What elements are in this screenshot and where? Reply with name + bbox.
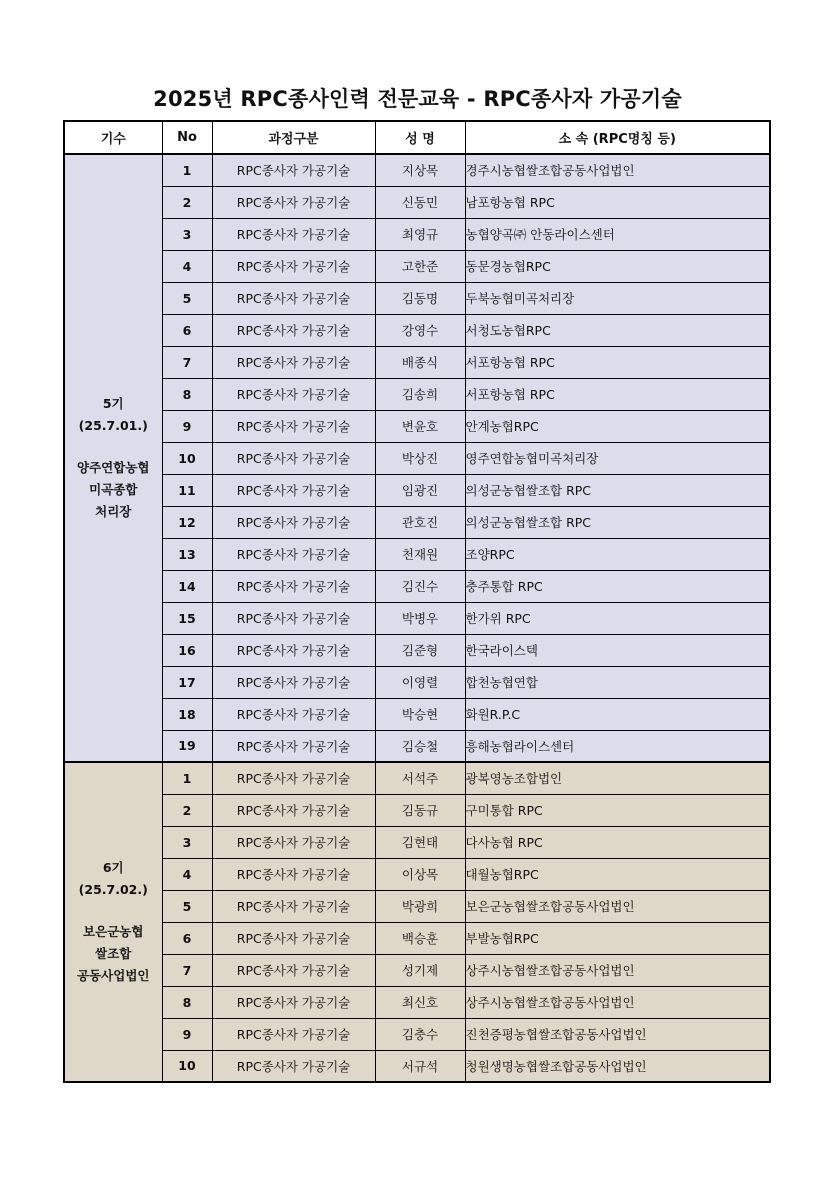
org-cell: 동문경농협RPC [465,250,770,282]
table-row [64,922,770,954]
name-cell: 서석주 [375,762,465,794]
table-row [64,570,770,602]
page-title: 2025년 RPC종사인력 전문교육 - RPC종사자 가공기술 [153,87,682,111]
no-cell: 13 [162,538,212,570]
org-cell: 서포항농협 RPC [465,346,770,378]
course-cell: RPC종사자 가공기술 [212,506,375,538]
course-cell: RPC종사자 가공기술 [212,250,375,282]
table-row [64,890,770,922]
org-cell: 한국라이스텍 [465,634,770,666]
table-row [64,666,770,698]
course-cell: RPC종사자 가공기술 [212,378,375,410]
course-cell: RPC종사자 가공기술 [212,346,375,378]
table-row [64,794,770,826]
no-cell: 1 [162,762,212,794]
org-cell: 충주통합 RPC [465,570,770,602]
name-cell: 신동민 [375,186,465,218]
course-cell: RPC종사자 가공기술 [212,858,375,890]
table-row [64,474,770,506]
table-row [64,538,770,570]
no-cell: 2 [162,186,212,218]
no-cell: 19 [162,730,212,762]
no-cell: 15 [162,602,212,634]
table-row [64,186,770,218]
course-cell: RPC종사자 가공기술 [212,730,375,762]
table-row [64,346,770,378]
org-cell: 상주시농협쌀조합공동사업법인 [465,954,770,986]
no-cell: 9 [162,410,212,442]
no-cell: 8 [162,378,212,410]
table-row [64,154,770,186]
org-cell: 다사농협 RPC [465,826,770,858]
cohort-date: (25.7.01.) [78,418,148,433]
org-cell: 화원R.P.C [465,698,770,730]
course-cell: RPC종사자 가공기술 [212,826,375,858]
table-row [64,634,770,666]
org-cell: 농협양곡㈜ 안동라이스센터 [465,218,770,250]
name-cell: 김송희 [375,378,465,410]
name-cell: 김동규 [375,794,465,826]
cohort-venue-line: 공동사업법인 [77,968,150,983]
name-cell: 고한준 [375,250,465,282]
name-cell: 변윤호 [375,410,465,442]
header-no: No [162,121,212,154]
name-cell: 천재원 [375,538,465,570]
cohort-date: (25.7.02.) [78,882,148,897]
roster-table [63,120,771,1083]
course-cell: RPC종사자 가공기술 [212,1018,375,1050]
cohort-venue-line: 보은군농협 [83,924,144,939]
header-cohort: 기수 [64,121,162,154]
no-cell: 6 [162,922,212,954]
no-cell: 3 [162,826,212,858]
course-cell: RPC종사자 가공기술 [212,1050,375,1082]
name-cell: 백승훈 [375,922,465,954]
table-row [64,250,770,282]
table-row [64,954,770,986]
course-cell: RPC종사자 가공기술 [212,634,375,666]
table-row [64,762,770,794]
table-row [64,1018,770,1050]
roster-body [64,154,770,1082]
org-cell: 상주시농협쌀조합공동사업법인 [465,986,770,1018]
no-cell: 6 [162,314,212,346]
course-cell: RPC종사자 가공기술 [212,570,375,602]
table-row [64,506,770,538]
org-cell: 의성군농협쌀조합 RPC [465,474,770,506]
org-cell: 구미통합 RPC [465,794,770,826]
course-cell: RPC종사자 가공기술 [212,538,375,570]
name-cell: 김진수 [375,570,465,602]
table-row [64,858,770,890]
org-cell: 조양RPC [465,538,770,570]
name-cell: 이영렬 [375,666,465,698]
org-cell: 대월농협RPC [465,858,770,890]
name-cell: 지상목 [375,154,465,186]
course-cell: RPC종사자 가공기술 [212,282,375,314]
table-row [64,378,770,410]
no-cell: 18 [162,698,212,730]
no-cell: 4 [162,250,212,282]
course-cell: RPC종사자 가공기술 [212,314,375,346]
cohort-venue-line: 쌀조합 [95,946,132,961]
no-cell: 1 [162,154,212,186]
no-cell: 5 [162,890,212,922]
table-row [64,730,770,762]
header-row [64,121,770,154]
course-cell: RPC종사자 가공기술 [212,762,375,794]
course-cell: RPC종사자 가공기술 [212,410,375,442]
no-cell: 10 [162,442,212,474]
table-row [64,410,770,442]
org-cell: 광복영농조합법인 [465,762,770,794]
no-cell: 9 [162,1018,212,1050]
cohort-venue-line: 미곡종합 [89,482,138,497]
no-cell: 16 [162,634,212,666]
cohort-cell [64,762,162,1082]
no-cell: 3 [162,218,212,250]
course-cell: RPC종사자 가공기술 [212,922,375,954]
no-cell: 4 [162,858,212,890]
name-cell: 김충수 [375,1018,465,1050]
table-row [64,826,770,858]
org-cell: 두북농협미곡처리장 [465,282,770,314]
course-cell: RPC종사자 가공기술 [212,698,375,730]
name-cell: 김승철 [375,730,465,762]
name-cell: 김현태 [375,826,465,858]
course-cell: RPC종사자 가공기술 [212,442,375,474]
course-cell: RPC종사자 가공기술 [212,474,375,506]
name-cell: 박승현 [375,698,465,730]
name-cell: 이상목 [375,858,465,890]
name-cell: 박광희 [375,890,465,922]
no-cell: 7 [162,954,212,986]
header-course: 과정구분 [212,121,375,154]
name-cell: 최신호 [375,986,465,1018]
name-cell: 최영규 [375,218,465,250]
cohort-label: 6기 [102,860,124,875]
name-cell: 서규석 [375,1050,465,1082]
course-cell: RPC종사자 가공기술 [212,186,375,218]
table-row [64,986,770,1018]
cohort-cell [64,154,162,762]
org-cell: 서청도농협RPC [465,314,770,346]
table-row [64,1050,770,1082]
cohort-venue-line: 양주연합농협 [77,460,150,475]
table-row [64,218,770,250]
table-row [64,698,770,730]
name-cell: 김동명 [375,282,465,314]
org-cell: 안계농협RPC [465,410,770,442]
course-cell: RPC종사자 가공기술 [212,794,375,826]
name-cell: 박상진 [375,442,465,474]
name-cell: 강영수 [375,314,465,346]
course-cell: RPC종사자 가공기술 [212,218,375,250]
no-cell: 8 [162,986,212,1018]
cohort-venue-line: 처리장 [95,504,132,519]
org-cell: 흥해농협라이스센터 [465,730,770,762]
course-cell: RPC종사자 가공기술 [212,986,375,1018]
header-name: 성 명 [375,121,465,154]
org-cell: 한가위 RPC [465,602,770,634]
org-cell: 청원생명농협쌀조합공동사업법인 [465,1050,770,1082]
no-cell: 11 [162,474,212,506]
no-cell: 14 [162,570,212,602]
name-cell: 박병우 [375,602,465,634]
no-cell: 10 [162,1050,212,1082]
org-cell: 의성군농협쌀조합 RPC [465,506,770,538]
no-cell: 7 [162,346,212,378]
no-cell: 17 [162,666,212,698]
course-cell: RPC종사자 가공기술 [212,890,375,922]
org-cell: 보은군농협쌀조합공동사업법인 [465,890,770,922]
course-cell: RPC종사자 가공기술 [212,666,375,698]
table-row [64,442,770,474]
org-cell: 남포항농협 RPC [465,186,770,218]
table-row [64,602,770,634]
name-cell: 배종식 [375,346,465,378]
org-cell: 합천농협연합 [465,666,770,698]
no-cell: 5 [162,282,212,314]
no-cell: 12 [162,506,212,538]
org-cell: 부발농협RPC [465,922,770,954]
table-row [64,282,770,314]
name-cell: 성기제 [375,954,465,986]
org-cell: 영주연합농협미곡처리장 [465,442,770,474]
header-org: 소 속 (RPC명칭 등) [465,121,770,154]
org-cell: 서포항농협 RPC [465,378,770,410]
course-cell: RPC종사자 가공기술 [212,154,375,186]
course-cell: RPC종사자 가공기술 [212,954,375,986]
name-cell: 임광진 [375,474,465,506]
table-row [64,314,770,346]
course-cell: RPC종사자 가공기술 [212,602,375,634]
name-cell: 관호진 [375,506,465,538]
cohort-label: 5기 [102,396,124,411]
name-cell: 김준형 [375,634,465,666]
org-cell: 경주시농협쌀조합공동사업법인 [465,154,770,186]
org-cell: 진천증평농협쌀조합공동사업법인 [465,1018,770,1050]
no-cell: 2 [162,794,212,826]
